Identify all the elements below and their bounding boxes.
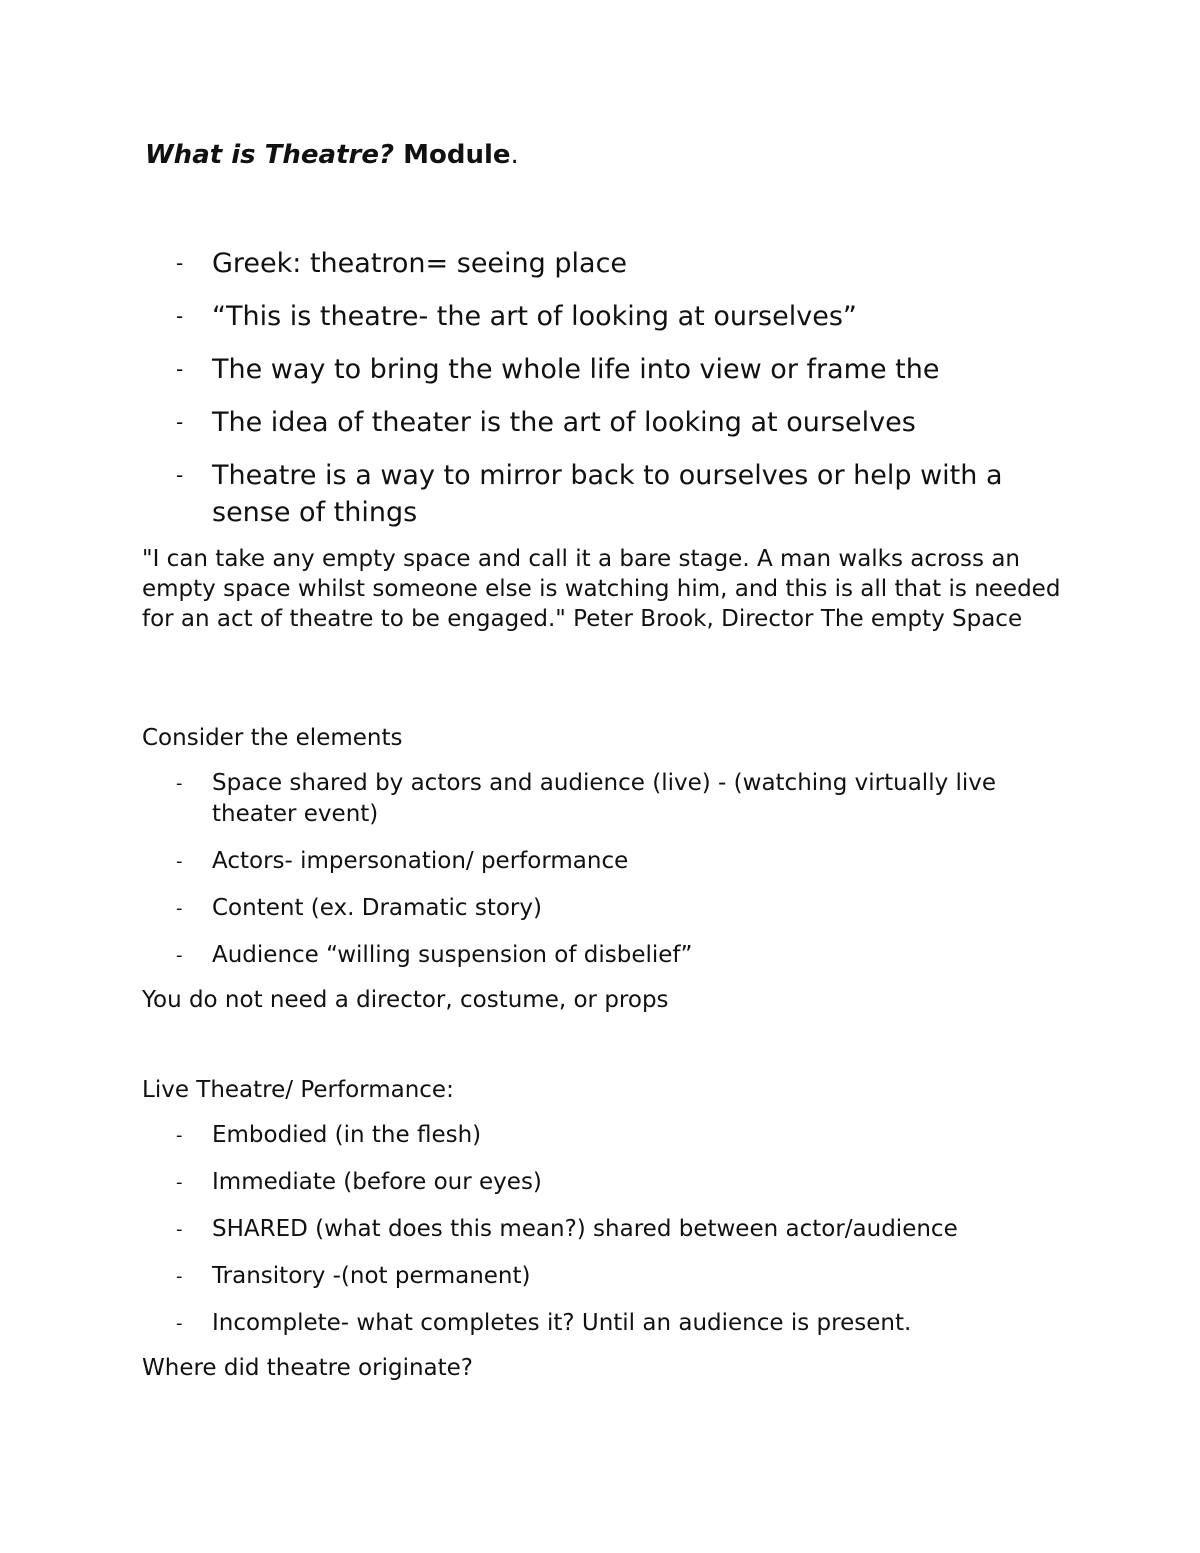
list-item	[0, 1167, 1072, 1198]
dash-bullet: -	[176, 1172, 183, 1193]
list-item-text: Content (ex. Dramatic story)	[212, 895, 542, 921]
dash-bullet: -	[176, 773, 183, 794]
list-item-text: “This is theatre- the art of looking at ourselves”	[212, 301, 857, 332]
dash-bullet: -	[176, 410, 184, 434]
title-bold: Module	[403, 140, 511, 170]
document-title	[145, 140, 519, 170]
elements-heading: Consider the elements	[142, 725, 403, 751]
origin-question: Where did theatre originate?	[142, 1355, 474, 1381]
dash-bullet: -	[176, 304, 184, 328]
list-item-text: Incomplete- what completes it? Until an audience is present.	[212, 1310, 912, 1336]
list-item-text: Immediate (before our eyes)	[212, 1169, 542, 1195]
list-item-text: Greek: theatron= seeing place	[212, 248, 628, 279]
dash-bullet: -	[176, 851, 183, 872]
list-item-text: Actors- impersonation/ performance	[212, 848, 629, 874]
list-item-text: SHARED (what does this mean?) shared between actor/audience	[212, 1216, 958, 1242]
list-item-text: Theatre is a way to mirror back to ourselves or help with a sense of things	[212, 460, 1003, 528]
list-item	[0, 1261, 1072, 1292]
list-item-text: The idea of theater is the art of looking at ourselves	[212, 407, 916, 438]
list-item	[0, 245, 1072, 282]
list-item	[0, 768, 1072, 830]
intro-bullet-list	[0, 245, 1072, 547]
dash-bullet: -	[176, 251, 184, 275]
list-item-text: The way to bring the whole life into view or frame the	[212, 354, 940, 385]
list-item	[0, 298, 1072, 335]
dash-bullet: -	[176, 945, 183, 966]
dash-bullet: -	[176, 1266, 183, 1287]
list-item	[0, 351, 1072, 388]
list-item	[0, 1214, 1072, 1245]
no-need-statement: You do not need a director, costume, or props	[142, 987, 669, 1013]
dash-bullet: -	[176, 1313, 183, 1334]
dash-bullet: -	[176, 1219, 183, 1240]
list-item	[0, 846, 1072, 877]
list-item	[0, 940, 1072, 971]
list-item-text: Audience “willing suspension of disbelief”	[212, 942, 693, 968]
list-item-text: Embodied (in the flesh)	[212, 1122, 482, 1148]
dash-bullet: -	[176, 463, 184, 487]
dash-bullet: -	[176, 898, 183, 919]
dash-bullet: -	[176, 357, 184, 381]
title-period: .	[510, 140, 519, 170]
list-item	[0, 457, 1072, 531]
dash-bullet: -	[176, 1125, 183, 1146]
list-item-text: Space shared by actors and audience (live) - (watching virtually live theater event)	[212, 770, 997, 827]
peter-brook-quote: "I can take any empty space and call it a bare stage. A man walks across an empty space whilst someone else is watching him, and this is all that is needed for an act of theatre to be engaged." Peter Brook, Director The empty Space	[142, 546, 1061, 632]
elements-bullet-list	[0, 768, 1072, 987]
list-item	[0, 1120, 1072, 1151]
live-theatre-bullet-list	[0, 1120, 1072, 1355]
list-item	[0, 893, 1072, 924]
list-item	[0, 404, 1072, 441]
title-italic: What is Theatre?	[145, 140, 395, 170]
live-theatre-heading: Live Theatre/ Performance:	[142, 1077, 454, 1103]
list-item	[0, 1308, 1072, 1339]
list-item-text: Transitory -(not permanent)	[212, 1263, 531, 1289]
